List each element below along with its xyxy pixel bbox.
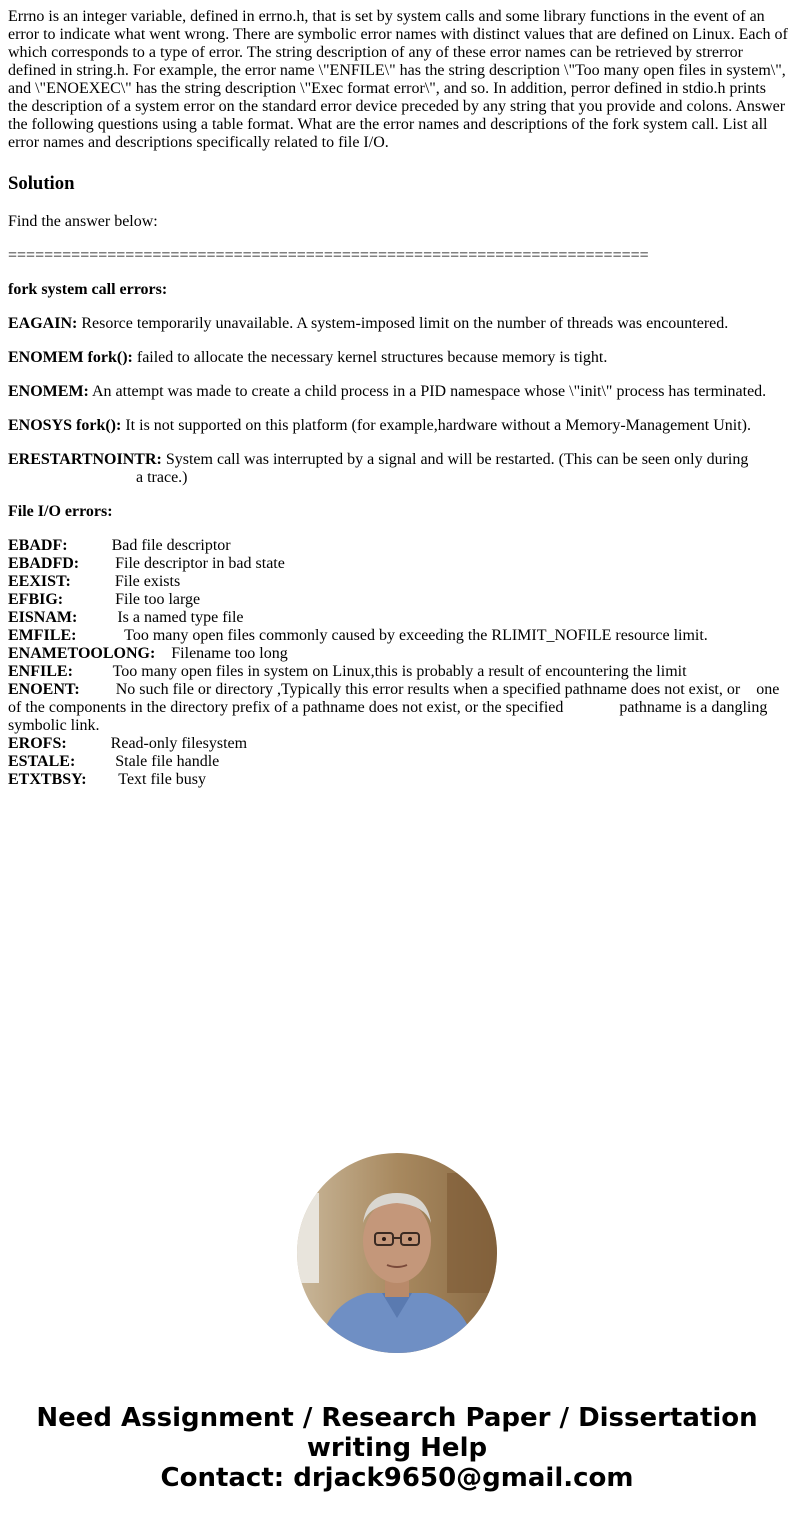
footer-contact: Contact: drjack9650@gmail.com [160,1463,634,1493]
fileio-error-enametoolong [8,645,788,663]
divider-line: ======================================================================= [8,247,649,264]
error-description: File descriptor in bad state [115,555,285,572]
error-name: ERESTARTNOINTR: [8,451,162,468]
error-name: ENOENT: [8,681,80,698]
error-description: System call was interrupted by a signal and will be restarted. (This can be seen only during [161,451,749,468]
fileio-error-list [8,537,788,789]
error-name: EROFS: [8,735,67,752]
solution-heading: Solution [8,173,75,194]
footer-line-1: Need Assignment / Research Paper / Dissertation [36,1403,758,1433]
fileio-error-ebadf [8,537,788,555]
error-description: Is a named type file [117,609,244,626]
error-description: Stale file handle [115,753,220,770]
answer-document [8,8,788,789]
find-answer-text: Find the answer below: [8,213,158,230]
fileio-error-erofs [8,735,788,753]
author-portrait-image [297,1153,497,1353]
error-name: EISNAM: [8,609,78,626]
error-description: Bad file descriptor [111,537,231,554]
footer-line-2: writing Help [306,1433,488,1463]
error-description: File exists [114,573,181,590]
error-name: ENOSYS fork(): [8,417,122,434]
fork-heading [8,281,788,299]
error-name: ESTALE: [8,753,76,770]
error-name: ENOMEM fork(): [8,349,133,366]
fileio-error-etxtbsy [8,771,788,789]
error-name: EEXIST: [8,573,71,590]
fork-error-erestartnointr [8,451,788,487]
fork-error-eagain [8,315,788,333]
fileio-error-eisnam [8,609,788,627]
error-name: ETXTBSY: [8,771,87,788]
error-description: Too many open files commonly caused by exceeding the RLIMIT_NOFILE resource limit. [124,627,708,644]
error-name: EBADF: [8,537,68,554]
fork-error-enomem [8,383,788,401]
question-text: Errno is an integer variable, defined in errno.h, that is set by system calls and some library functions in the event of an error to indicate what went wrong. There are symbolic error names with distinct values that are defined on Linux. Each of which corresponds to a type of error. The string description of any of these error names can be retrieved by strerror defined in string.h. For example, the error name \"ENFILE\" has the string description \"Too many open files in system\", and \"ENOEXEC\" has the string description \"Exec format error\", and so. In addition, perror defined in stdio.h prints the description of a system error on the standard error device preceded by any string that you provide and colons. Answer the following questions using a table format. What are the error names and descriptions of the fork system call. List all error names and descriptions specifically related to file I/O. [8,8,788,151]
promo-footer [0,1403,794,1493]
error-description: It is not supported on this platform (for example,hardware without a Memory-Management Unit). [121,417,751,434]
error-description: File too large [115,591,201,608]
fileio-error-efbig [8,591,788,609]
fork-error-enosys [8,417,788,435]
error-name: ENAMETOOLONG: [8,645,156,662]
fileio-error-eexist [8,573,788,591]
author-photo [297,1153,497,1353]
fork-heading-label: fork system call errors: [8,281,168,298]
error-description-cont: a trace.) [136,469,188,486]
fileio-error-estale [8,753,788,771]
error-description: failed to allocate the necessary kernel structures because memory is tight. [132,349,608,366]
error-name: ENFILE: [8,663,73,680]
fileio-error-ebadfd [8,555,788,573]
fork-error-enomem-fork [8,349,788,367]
error-description: Text file busy [118,771,207,788]
error-description: Filename too long [171,645,288,662]
error-description: Too many open files in system on Linux,this is probably a result of encountering the limit [112,663,687,680]
fileio-heading [8,503,788,521]
error-name: EAGAIN: [8,315,78,332]
error-name: EFBIG: [8,591,64,608]
error-description: Read-only filesystem [110,735,248,752]
error-description: Resorce temporarily unavailable. A system-imposed limit on the number of threads was encountered. [77,315,729,332]
fileio-error-emfile [8,627,788,645]
fileio-error-enfile [8,663,788,681]
error-description: No such file or directory ,Typically this error results when a specified pathname does not exist, or one of the components in the directory prefix of a pathname does not exist, or the specified pathname is a dangling symbolic link. [8,681,784,734]
fileio-error-enoent [8,681,788,735]
error-description: An attempt was made to create a child process in a PID namespace whose \"init\" process has terminated. [88,383,767,400]
error-name: EBADFD: [8,555,80,572]
error-name: EMFILE: [8,627,77,644]
fileio-heading-label: File I/O errors: [8,503,113,520]
error-name: ENOMEM: [8,383,89,400]
